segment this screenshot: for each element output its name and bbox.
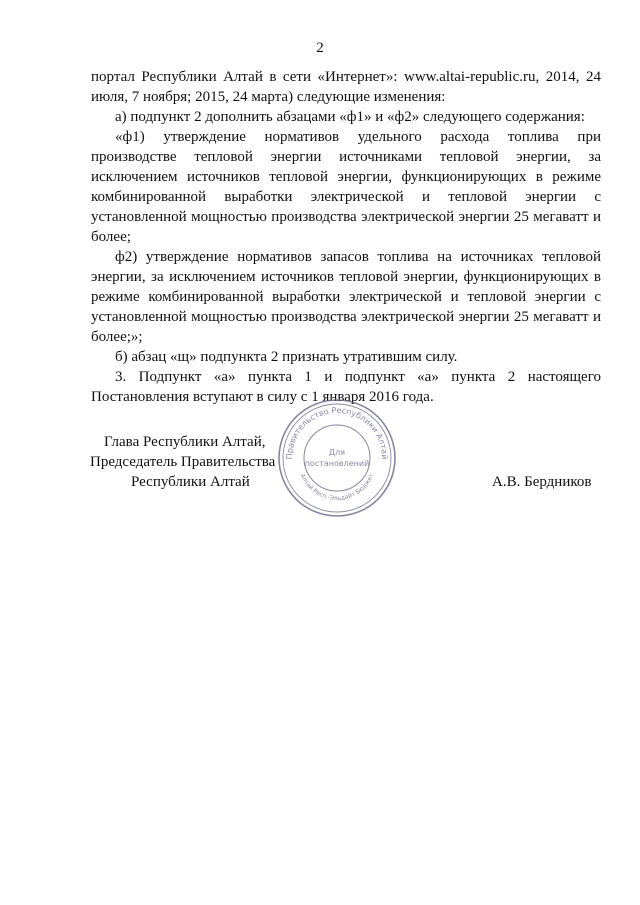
signatory-title-line3: Республики Алтай <box>131 474 250 490</box>
paragraph-f2: ф2) утверждение нормативов запасов топлива на источниках тепловой энергии, за исключением источников тепловой энергии, функционирующих в режиме комбинированной выработки электрической и тепловой энергии с установленной мощностью производства электрической энергии 25 мегаватт и более;»; <box>91 249 601 345</box>
page-number: 2 <box>316 40 324 56</box>
paragraph-f1: «ф1) утверждение нормативов удельного расхода топлива при производстве тепловой энергии источниками тепловой энергии, за исключением источников тепловой энергии, функционирующих в режиме комбинированной выработки электрической и тепловой энергии с установленной мощностью производства электрической энергии 25 мегаватт и более; <box>91 129 601 245</box>
stamp-inner-text-1: Для <box>328 448 346 457</box>
stamp-bottom-text: Алтай Респ.-Эльдайт Бюджет <box>298 472 376 503</box>
paragraph-subpoint-b: б) абзац «щ» подпункта 2 признать утратившим силу. <box>115 349 458 365</box>
paragraph-point-3: 3. Подпункт «а» пункта 1 и подпункт «а» пункта 2 настоящего Постановления вступают в силу с 1 января 2016 года. <box>91 369 601 405</box>
stamp-inner-text-2: постановлений <box>304 459 370 468</box>
signatory-name: А.В. Бердников <box>492 474 592 490</box>
paragraph-subpoint-a: а) подпункт 2 дополнить абзацами «ф1» и «ф2» следующего содержания: <box>115 109 585 125</box>
paragraph-intro: портал Республики Алтай в сети «Интернет»: www.altai-republic.ru, 2014, 24 июля, 7 ноября; 2015, 24 марта) следующие изменения: <box>91 69 601 105</box>
official-seal-stamp <box>276 397 398 519</box>
stamp-outer-text: Правительство Республики Алтай <box>284 405 390 460</box>
signatory-title-line1: Глава Республики Алтай, <box>104 434 266 450</box>
signatory-title-line2: Председатель Правительства <box>90 454 276 470</box>
document-body <box>91 67 601 407</box>
